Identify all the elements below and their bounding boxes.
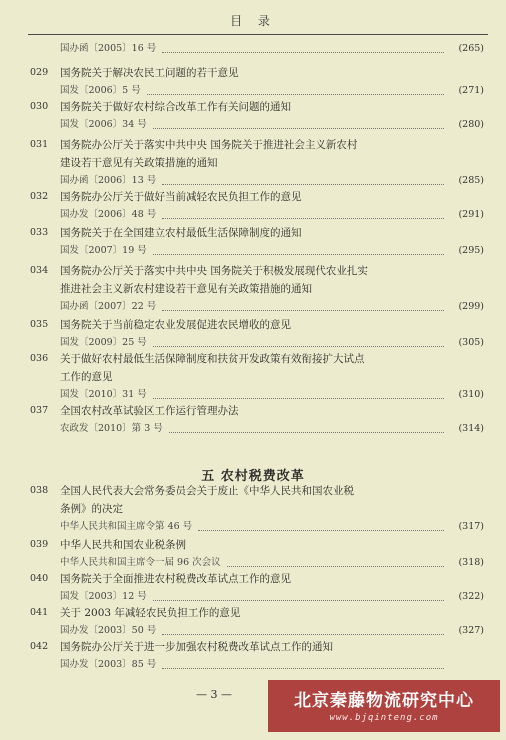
entry-page-number: (285) [458, 175, 484, 186]
entry-page-number: (327) [458, 625, 484, 636]
entry-title[interactable]: 全国农村改革试验区工作运行管理办法 [60, 405, 239, 417]
entry-page-number: (291) [458, 209, 484, 220]
entry-title[interactable]: 推进社会主义新农村建设若干意见有关政策措施的通知 [60, 283, 312, 295]
entry-title[interactable]: 中华人民共和国农业税条例 [60, 539, 186, 551]
entry-title[interactable]: 国务院关于当前稳定农业发展促进农民增收的意见 [60, 319, 291, 331]
entry-page-number: (271) [458, 85, 484, 96]
entry-number: 034 [30, 265, 49, 276]
entry-page-number: (305) [458, 337, 484, 348]
entry-number: 042 [30, 641, 49, 652]
entry-document-number: 国发〔2006〕5 号 [60, 85, 141, 96]
leader-dots [153, 398, 444, 399]
header-rule [28, 34, 488, 35]
leader-dots [153, 254, 444, 255]
entry-page-number: (310) [458, 389, 484, 400]
leader-dots [162, 634, 444, 635]
entry-title[interactable]: 关于做好农村最低生活保障制度和扶贫开发政策有效衔接扩大试点 [60, 353, 365, 365]
entry-number: 037 [30, 405, 49, 416]
entry-document-number: 国发〔2007〕19 号 [60, 245, 147, 256]
entry-page-number: (314) [458, 423, 484, 434]
entry-document-number: 中华人民共和国主席令第 46 号 [60, 521, 193, 532]
leader-dots [162, 184, 444, 185]
entry-number: 041 [30, 607, 49, 618]
leader-dots [162, 52, 444, 53]
entry-document-number: 国发〔2010〕31 号 [60, 389, 147, 400]
leader-dots [162, 218, 444, 219]
entry-title[interactable]: 关于 2003 年减轻农民负担工作的意见 [60, 607, 241, 619]
watermark-url: www.bjqinteng.com [329, 713, 439, 723]
entry-number: 038 [30, 485, 49, 496]
entry-page-number: (280) [458, 119, 484, 130]
entry-number: 033 [30, 227, 49, 238]
leader-dots [153, 346, 444, 347]
entry-document-number: 国办发〔2006〕48 号 [60, 209, 157, 220]
entry-number: 029 [30, 67, 49, 78]
entry-title[interactable]: 全国人民代表大会常务委员会关于废止《中华人民共和国农业税 [60, 485, 354, 497]
watermark-banner [268, 680, 500, 732]
leader-dots [162, 310, 444, 311]
entry-document-number: 国办发〔2003〕50 号 [60, 625, 157, 636]
entry-document-number: 国办函〔2005〕16 号 [60, 43, 157, 54]
entry-document-number: 中华人民共和国主席令一届 96 次会议 [60, 557, 221, 568]
entry-number: 031 [30, 139, 49, 150]
entry-page-number: (299) [458, 301, 484, 312]
entry-page-number: (318) [458, 557, 484, 568]
entry-number: 035 [30, 319, 49, 330]
entry-document-number: 国办函〔2007〕22 号 [60, 301, 157, 312]
header-title: 目 录 [230, 14, 276, 28]
entry-page-number: (317) [458, 521, 484, 532]
entry-number: 036 [30, 353, 49, 364]
entry-title[interactable]: 建设若干意见有关政策措施的通知 [60, 157, 218, 169]
entry-page-number: (265) [458, 43, 484, 54]
leader-dots [198, 530, 444, 531]
entry-title[interactable]: 国务院关于解决农民工问题的若干意见 [60, 67, 239, 79]
entry-title[interactable]: 国务院办公厅关于进一步加强农村税费改革试点工作的通知 [60, 641, 333, 653]
entry-document-number: 国办发〔2003〕85 号 [60, 659, 157, 670]
entry-page-number: (295) [458, 245, 484, 256]
entry-number: 039 [30, 539, 49, 550]
entry-number: 040 [30, 573, 49, 584]
entry-number: 030 [30, 101, 49, 112]
watermark-title: 北京秦藤物流研究中心 [294, 691, 474, 711]
entry-title[interactable]: 国务院办公厅关于落实中共中央 国务院关于积极发展现代农业扎实 [60, 265, 368, 277]
section-heading: 五 农村税费改革 [201, 469, 305, 484]
leader-dots [153, 128, 444, 129]
page-header [0, 8, 506, 32]
leader-dots [169, 432, 444, 433]
leader-dots [147, 94, 444, 95]
entry-title[interactable]: 工作的意见 [60, 371, 113, 383]
entry-title[interactable]: 国务院关于做好农村综合改革工作有关问题的通知 [60, 101, 291, 113]
entry-document-number: 国发〔2003〕12 号 [60, 591, 147, 602]
entry-document-number: 农政发〔2010〕第 3 号 [60, 423, 163, 434]
entry-title[interactable]: 国务院关于在全国建立农村最低生活保障制度的通知 [60, 227, 302, 239]
entry-title[interactable]: 国务院办公厅关于做好当前减轻农民负担工作的意见 [60, 191, 302, 203]
entry-number: 032 [30, 191, 49, 202]
entry-title[interactable]: 国务院办公厅关于落实中共中央 国务院关于推进社会主义新农村 [60, 139, 358, 151]
entry-title[interactable]: 条例》的决定 [60, 503, 123, 515]
leader-dots [153, 600, 444, 601]
leader-dots [227, 566, 444, 567]
leader-dots [162, 668, 444, 669]
entry-document-number: 国发〔2006〕34 号 [60, 119, 147, 130]
entry-title[interactable]: 国务院关于全面推进农村税费改革试点工作的意见 [60, 573, 291, 585]
page-number: — 3 — [196, 688, 232, 701]
entry-page-number: (322) [458, 591, 484, 602]
entry-document-number: 国办函〔2006〕13 号 [60, 175, 157, 186]
entry-document-number: 国发〔2009〕25 号 [60, 337, 147, 348]
